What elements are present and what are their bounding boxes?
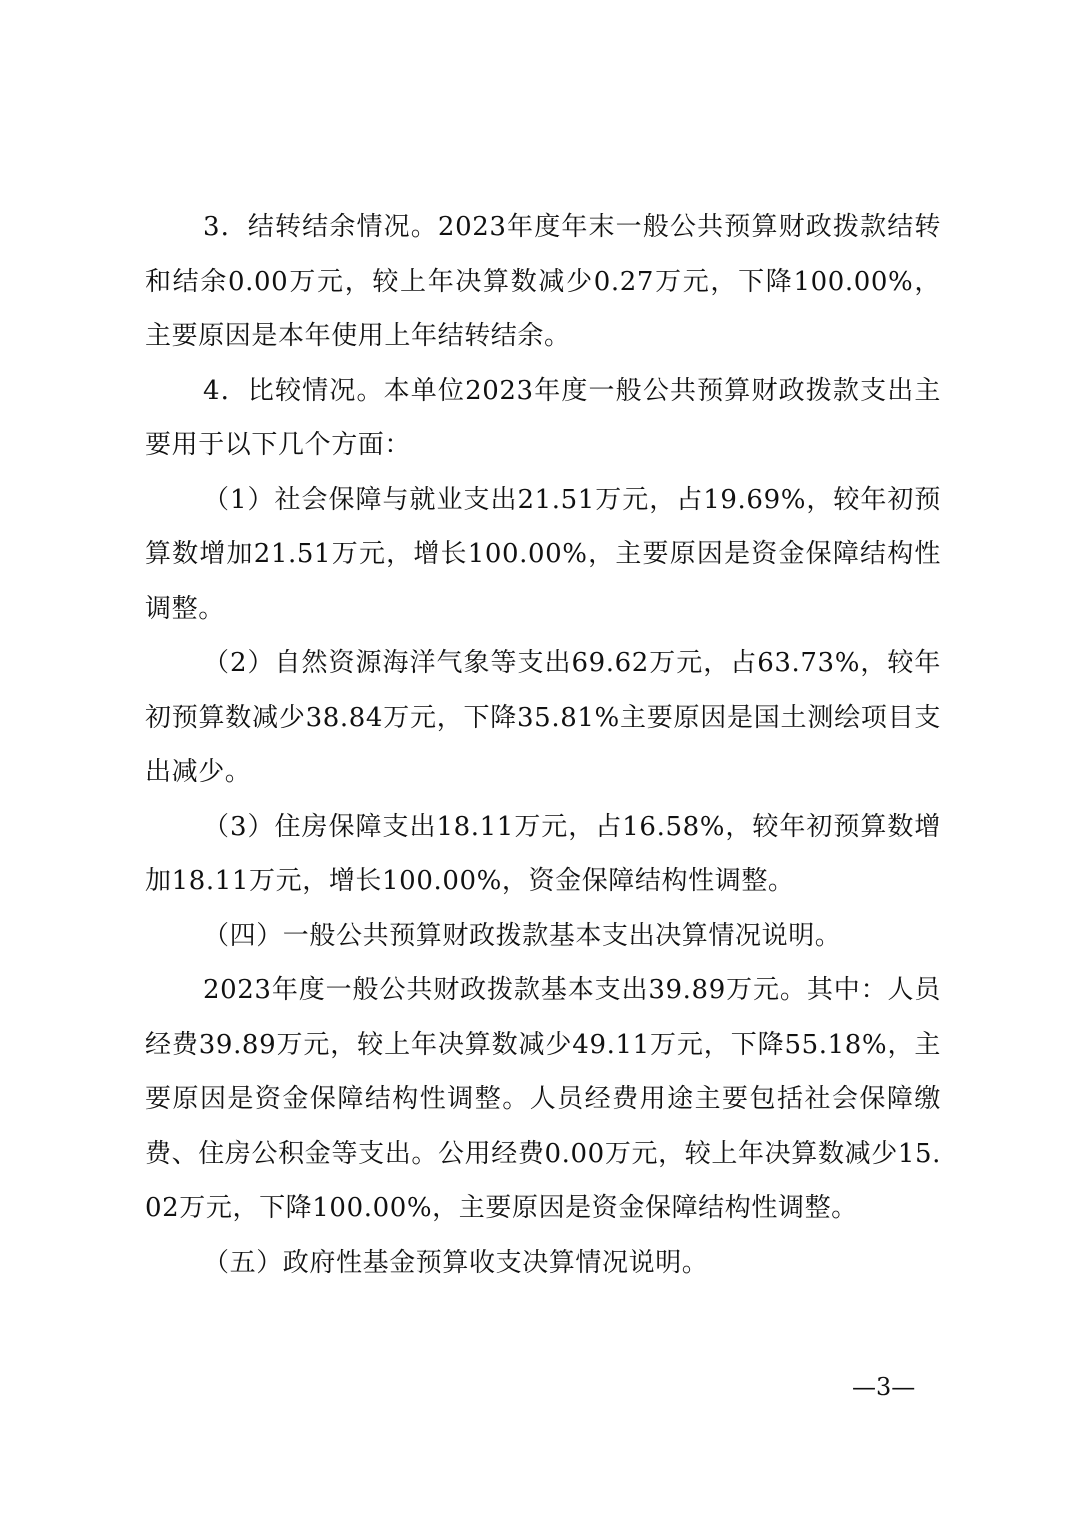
paragraph-carryover-balance: 3．结转结余情况。2023年度年末一般公共预算财政拨款结转和结余0.00万元，较上年决算数减少0.27万元，下降100.00%，主要原因是本年使用上年结转结余。 bbox=[145, 212, 941, 351]
paragraph-basic-expenditure: 2023年度一般公共财政拨款基本支出39.89万元。其中：人员经费39.89万元，较上年决算数减少49.11万元，下降55.18%，主要原因是资金保障结构性调整。人员经费用途主要包括社会保障缴费、住房公积金等支出。公用经费0.00万元，较上年决算数减少15.02万元，下降100.00%，主要原因是资金保障结构性调整。 bbox=[145, 975, 941, 1223]
paragraph-natural-resources: （2）自然资源海洋气象等支出69.62万元，占63.73%，较年初预算数减少38.84万元，下降35.81%主要原因是国土测绘项目支出减少。 bbox=[145, 648, 941, 787]
section-heading-basic-expenditure: （四）一般公共预算财政拨款基本支出决算情况说明。 bbox=[203, 920, 842, 951]
section-heading-government-fund: （五）政府性基金预算收支决算情况说明。 bbox=[203, 1247, 709, 1278]
body-text bbox=[145, 200, 941, 1290]
page-number: —3— bbox=[852, 1373, 916, 1401]
paragraph-comparison: 4．比较情况。本单位2023年度一般公共预算财政拨款支出主要用于以下几个方面： bbox=[145, 375, 941, 460]
paragraph-social-security: （1）社会保障与就业支出21.51万元，占19.69%，较年初预算数增加21.51万元，增长100.00%，主要原因是资金保障结构性调整。 bbox=[145, 484, 941, 624]
paragraph-housing-security: （3）住房保障支出18.11万元，占16.58%，较年初预算数增加18.11万元，增长100.00%，资金保障结构性调整。 bbox=[145, 811, 941, 896]
